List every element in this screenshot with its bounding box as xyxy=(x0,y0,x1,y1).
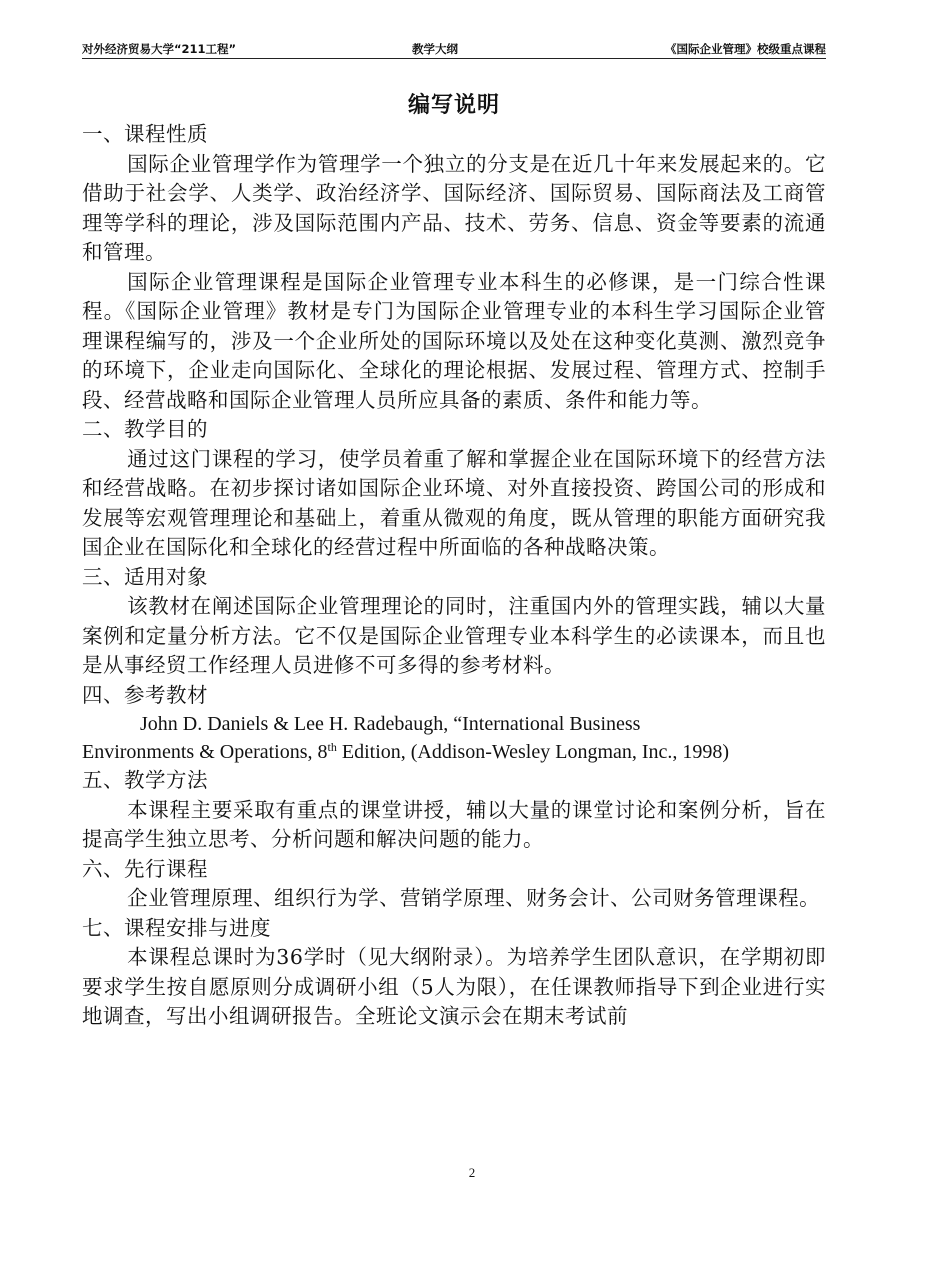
page-title: 编写说明 xyxy=(407,92,500,118)
paragraph: 国际企业管理课程是国际企业管理专业本科生的必修课，是一门综合性课程。《国际企业管理》教材是专门为国际企业管理专业的本科生学习国际企业管理课程编写的，涉及一个企业所处的国际环境以及处在这种变化莫测、激烈竞争的环境下，企业走向国际化、全球化的理论根据、发展过程、管理方式、控制手段、经营战略和国际企业管理人员所应具备的素质、条件和能力等。 xyxy=(82,269,826,412)
reference-text: Edition, (Addison-Wesley Longman, Inc., 1998) xyxy=(336,741,730,763)
section-heading-course-nature: 一、课程性质 xyxy=(82,122,208,146)
header-university: 对外经济贸易大学“211工程” xyxy=(82,42,237,56)
section-heading-audience: 三、适用对象 xyxy=(82,564,208,589)
header-document-type: 教学大纲 xyxy=(412,42,458,56)
paragraph: 通过这门课程的学习，使学员着重了解和掌握企业在国际环境下的经营方法和经营战略。在初步探讨诸如国际企业环境、对外直接投资、跨国公司的形成和发展等宏观管理理论和基础上，着重从微观的角度，既从管理的职能方面研究我国企业在国际化和全球化的经营过程中所面临的各种战略决策。 xyxy=(82,446,826,559)
paragraph: 国际企业管理学作为管理学一个独立的分支是在近几十年来发展起来的。它借助于社会学、人类学、政治经济学、国际经济、国际贸易、国际商法及工商管理等学科的理论，涉及国际范围内产品、技术、劳务、信息、资金等要素的流通和管理。 xyxy=(82,151,826,264)
section-heading-teaching-method: 五、教学方法 xyxy=(82,768,208,792)
paragraph: 该教材在阐述国际企业管理理论的同时，注重国内外的管理实践，辅以大量案例和定量分析方法。它不仅是国际企业管理专业本科学生的必读课本，而且也是从事经贸工作经理人员进修不可多得的参考材料。 xyxy=(82,594,826,677)
reference-text: Environments & Operations, 8 xyxy=(82,741,328,763)
paragraph: 本课程主要采取有重点的课堂讲授，辅以大量的课堂讨论和案例分析，旨在提高学生独立思考、分析问题和解决问题的能力。 xyxy=(82,797,826,851)
reference-line xyxy=(82,738,826,766)
header-divider xyxy=(82,58,826,59)
section-heading-prerequisites: 六、先行课程 xyxy=(82,856,208,881)
page-number: 2 xyxy=(468,1165,476,1180)
section-heading-teaching-goal: 二、教学目的 xyxy=(82,417,208,441)
section-heading-reference: 四、参考教材 xyxy=(82,682,208,707)
paragraph: 本课程总课时为36学时（见大纲附录）。为培养学生团队意识，在学期初即要求学生按自愿原则分成调研小组（5人为限），在任课教师指导下到企业进行实地调查，写出小组调研报告。全班论文演示会在期末考试前 xyxy=(82,945,826,1028)
document-body xyxy=(82,120,826,1032)
reference-line: John D. Daniels & Lee H. Radebaugh, “International Business xyxy=(140,713,641,735)
page-header xyxy=(82,40,826,58)
header-course-name: 《国际企业管理》校级重点课程 xyxy=(665,42,826,56)
paragraph: 企业管理原理、组织行为学、营销学原理、财务会计、公司财务管理课程。 xyxy=(127,886,821,910)
section-heading-schedule: 七、课程安排与进度 xyxy=(82,915,271,940)
reference-superscript: th xyxy=(327,740,337,754)
